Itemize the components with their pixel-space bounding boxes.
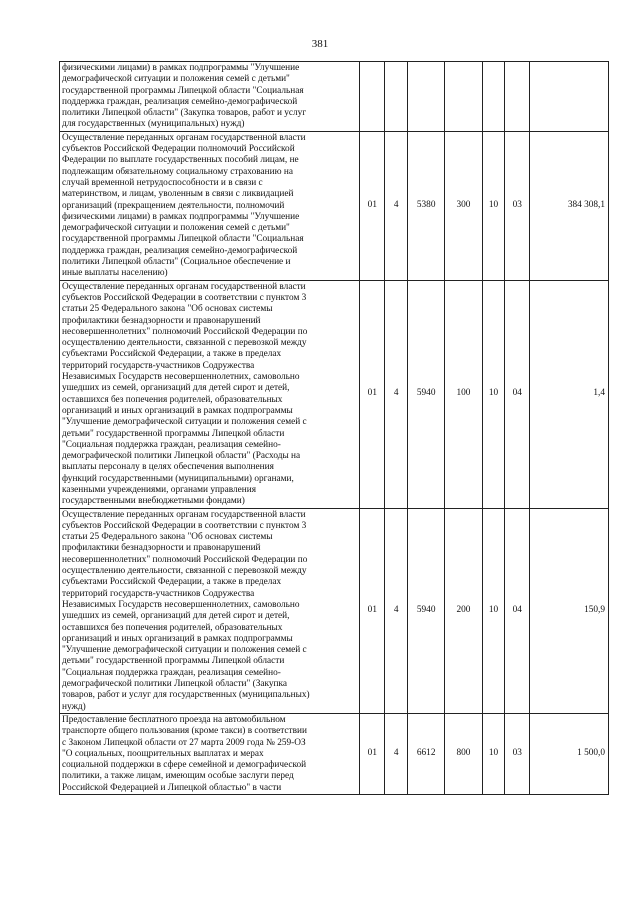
description-line: демографической политики Липецкой области" (Закупка <box>62 679 288 690</box>
description-line: осуществлению деятельности, связанной с перевозкой между <box>62 338 307 349</box>
row-description <box>60 131 360 280</box>
description-line: государственными внебюджетными фондами) <box>62 496 245 507</box>
description-line: "Улучшение демографической ситуации и положения семей с <box>62 417 307 428</box>
description-line: функций государственными (муниципальными) органами, <box>62 473 294 484</box>
description-line: оставшихся без попечения родителей, образовательных <box>62 394 283 405</box>
table-row <box>60 280 609 508</box>
table-row <box>60 508 609 713</box>
description-line: детьми" государственной программы Липецкой области <box>62 428 285 439</box>
description-line: "Социальная поддержка граждан, реализация семейно- <box>62 439 281 450</box>
description-line: субъектами Российской Федерации, а также в пределах <box>62 349 282 360</box>
section-cell: 10 <box>482 131 505 280</box>
row-description <box>60 713 360 794</box>
description-line: организаций и иных организаций в рамках подпрограммы <box>62 633 293 644</box>
description-line: Независимых Государств несовершеннолетних, самовольно <box>62 599 300 610</box>
description-line: Федерации по выплате государственных пособий лицам, не <box>62 155 299 166</box>
subsection-cell: 04 <box>505 508 530 713</box>
table-row <box>60 62 609 132</box>
description-line: демографической политики Липецкой области" (Расходы на <box>62 451 301 462</box>
description-line: "О социальных, поощрительных выплатах и мерах <box>62 748 264 759</box>
expense-type-cell: 200 <box>445 508 482 713</box>
row-description <box>60 508 360 713</box>
direction-code-cell <box>408 62 445 132</box>
description-line: ушедших из семей, организаций для детей сирот и детей, <box>62 611 290 622</box>
subsection-cell: 03 <box>505 713 530 794</box>
description-line: Российской Федерацией и Липецкой областью" в части <box>62 782 282 793</box>
program-code-cell: 4 <box>385 508 408 713</box>
page-number: 381 <box>311 38 329 50</box>
description-line: с Законом Липецкой области от 27 марта 2009 года № 259-ОЗ <box>62 737 306 748</box>
description-line: физическими лицами) в рамках подпрограммы "Улучшение <box>62 211 300 222</box>
description-line: субъектами Российской Федерации, а также в пределах <box>62 577 282 588</box>
section-cell <box>482 62 505 132</box>
description-line: государственной программы Липецкой области "Социальная <box>62 234 304 245</box>
amount-cell: 1 500,0 <box>530 713 609 794</box>
description-line: организаций и иных организаций в рамках подпрограммы <box>62 405 293 416</box>
description-line: профилактики безнадзорности и правонарушений <box>62 543 261 554</box>
description-line: ушедших из семей, организаций для детей сирот и детей, <box>62 383 290 394</box>
description-line: детьми" государственной программы Липецкой области <box>62 656 285 667</box>
expense-type-cell: 300 <box>445 131 482 280</box>
description-line: профилактики безнадзорности и правонарушений <box>62 315 261 326</box>
description-line: нужд) <box>62 701 86 712</box>
description-line: социальной поддержки в сфере семейной и демографической <box>62 760 307 771</box>
subsection-cell <box>505 62 530 132</box>
program-code-cell: 4 <box>385 280 408 508</box>
budget-table <box>59 61 609 795</box>
description-line: физическими лицами) в рамках подпрограммы "Улучшение <box>62 63 300 73</box>
expense-type-cell: 100 <box>445 280 482 508</box>
description-line: Осуществление переданных органам государственной власти <box>62 132 306 143</box>
ministry-code-cell: 01 <box>360 131 385 280</box>
description-line: организаций (прекращением деятельности, полномочий <box>62 200 285 211</box>
description-line: оставшихся без попечения родителей, образовательных <box>62 622 283 633</box>
description-line: осуществлению деятельности, связанной с перевозкой между <box>62 566 307 577</box>
description-line: политики, а также лицам, имеющим особые заслуги перед <box>62 771 294 782</box>
description-line: иные выплаты населению) <box>62 268 168 279</box>
description-line: субъектов Российской Федерации полномочий Российской <box>62 144 295 155</box>
description-line: "Социальная поддержка граждан, реализация семейно- <box>62 667 281 678</box>
amount-cell: 384 308,1 <box>530 131 609 280</box>
row-description <box>60 280 360 508</box>
description-line: Независимых Государств несовершеннолетних, самовольно <box>62 372 300 383</box>
description-line: несовершеннолетних" полномочий Российской Федерации по <box>62 326 308 337</box>
ministry-code-cell: 01 <box>360 508 385 713</box>
description-line: казенными учреждениями, органами управления <box>62 484 256 495</box>
direction-code-cell: 6612 <box>408 713 445 794</box>
description-line: товаров, работ и услуг для государственных (муниципальных) <box>62 690 310 701</box>
direction-code-cell: 5940 <box>408 508 445 713</box>
direction-code-cell: 5940 <box>408 280 445 508</box>
description-line: подлежащим обязательному социальному страхованию на <box>62 166 293 177</box>
description-line: поддержка граждан, реализация семейно-демографической <box>62 96 298 107</box>
description-line: субъектов Российской Федерации в соответствии с пунктом 3 <box>62 292 307 303</box>
description-line: для государственных (муниципальных) нужд) <box>62 119 245 130</box>
expense-type-cell <box>445 62 482 132</box>
description-line: выплаты персоналу в целях обеспечения выполнения <box>62 462 274 473</box>
description-line: поддержка граждан, реализация семейно-демографической <box>62 245 298 256</box>
description-line: Осуществление переданных органам государственной власти <box>62 509 306 520</box>
program-code-cell: 4 <box>385 131 408 280</box>
subsection-cell: 03 <box>505 131 530 280</box>
description-line: территорий государств-участников Содружества <box>62 588 255 599</box>
ministry-code-cell <box>360 62 385 132</box>
amount-cell: 1,4 <box>530 280 609 508</box>
description-line: государственной программы Липецкой области "Социальная <box>62 85 304 96</box>
expense-type-cell: 800 <box>445 713 482 794</box>
description-line: демографической ситуации и положения семей с детьми" <box>62 74 290 85</box>
ministry-code-cell: 01 <box>360 280 385 508</box>
description-line: Осуществление переданных органам государственной власти <box>62 281 306 292</box>
description-line: статьи 25 Федерального закона "Об основах системы <box>62 304 273 315</box>
description-line: Предоставление бесплатного проезда на автомобильном <box>62 714 286 725</box>
description-line: транспорте общего пользования (кроме такси) в соответствии <box>62 726 307 737</box>
description-line: "Улучшение демографической ситуации и положения семей с <box>62 645 307 656</box>
description-line: несовершеннолетних" полномочий Российской Федерации по <box>62 554 308 565</box>
description-line: случай временной нетрудоспособности и в связи с <box>62 177 263 188</box>
description-line: статьи 25 Федерального закона "Об основах системы <box>62 532 273 543</box>
description-line: территорий государств-участников Содружества <box>62 360 255 371</box>
description-line: политики Липецкой области" (Закупка товаров, работ и услуг <box>62 108 307 119</box>
table-row <box>60 131 609 280</box>
direction-code-cell: 5380 <box>408 131 445 280</box>
subsection-cell: 04 <box>505 280 530 508</box>
description-line: субъектов Российской Федерации в соответствии с пунктом 3 <box>62 520 307 531</box>
section-cell: 10 <box>482 280 505 508</box>
program-code-cell <box>385 62 408 132</box>
description-line: политики Липецкой области" (Социальное обеспечение и <box>62 257 291 268</box>
row-description <box>60 62 360 132</box>
ministry-code-cell: 01 <box>360 713 385 794</box>
section-cell: 10 <box>482 713 505 794</box>
amount-cell: 150,9 <box>530 508 609 713</box>
program-code-cell: 4 <box>385 713 408 794</box>
amount-cell <box>530 62 609 132</box>
section-cell: 10 <box>482 508 505 713</box>
description-line: материнством, и лицам, уволенным в связи с ликвидацией <box>62 189 294 200</box>
table-row <box>60 713 609 794</box>
description-line: демографической ситуации и положения семей с детьми" <box>62 223 290 234</box>
